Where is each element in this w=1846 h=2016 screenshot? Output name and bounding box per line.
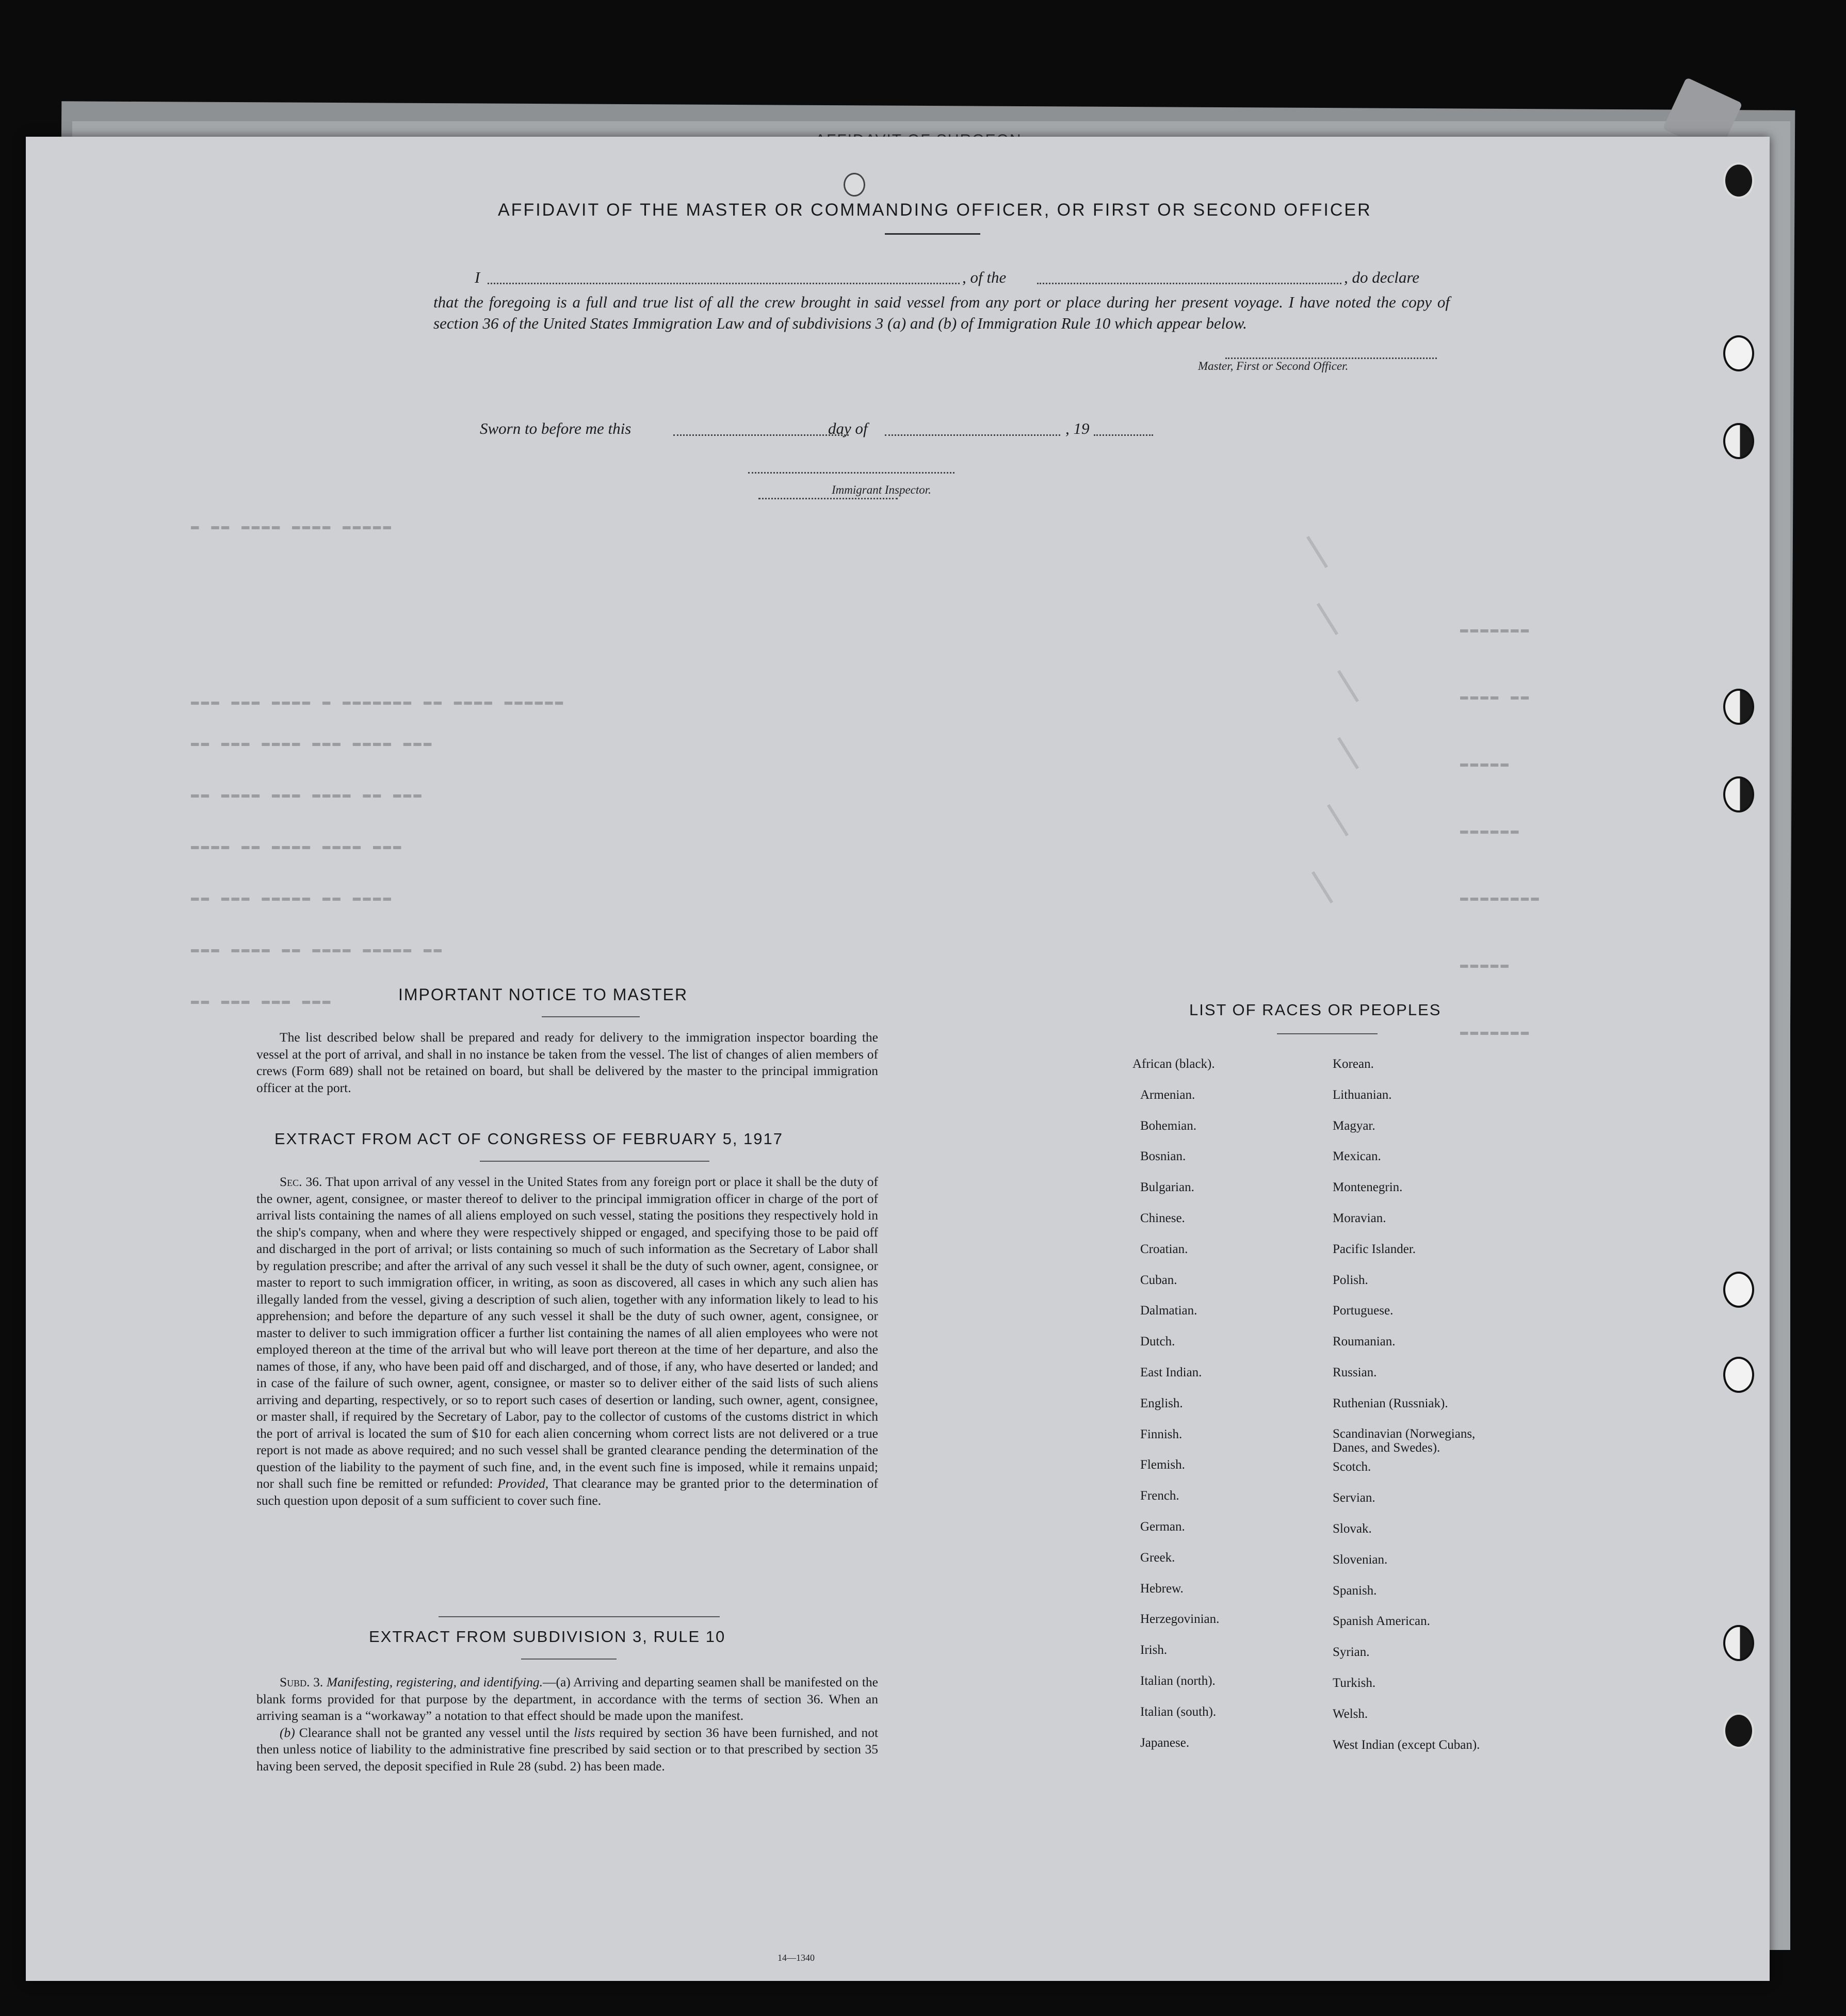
race-item: Spanish. [1333, 1583, 1377, 1598]
act-paragraph [256, 1174, 878, 1509]
rule-b-paragraph [256, 1725, 878, 1775]
day-of-text: day of [828, 419, 868, 437]
race-item: African (black). [1132, 1057, 1215, 1071]
binder-ring [1723, 1625, 1754, 1661]
signature-blank [1225, 357, 1437, 359]
bleed-through: ▬▬ ▬▬▬ ▬▬▬▬ ▬▬▬ ▬▬▬▬ ▬▬▬ [191, 735, 434, 751]
provided-label: Provided, [497, 1476, 549, 1491]
notice-body [256, 1029, 878, 1096]
rule-title: EXTRACT FROM SUBDIVISION 3, RULE 10 [369, 1628, 726, 1646]
check-mark [1311, 871, 1333, 904]
provided-text: That clearance may be granted prior to the determination of such question upon deposit of a sum sufficient to cover such fine. [256, 1476, 878, 1508]
race-item: German. [1140, 1520, 1185, 1534]
binder-ring [1723, 689, 1754, 725]
race-item: Bohemian. [1140, 1118, 1197, 1133]
notice-rule [542, 1016, 640, 1017]
inspector-blank [748, 472, 954, 474]
race-item: Moravian. [1333, 1211, 1386, 1225]
check-mark [1306, 536, 1328, 568]
notice-title: IMPORTANT NOTICE TO MASTER [398, 985, 688, 1004]
bleed-through: ▬▬▬▬▬▬▬▬ [1460, 890, 1541, 905]
race-item: Japanese. [1140, 1735, 1190, 1750]
bleed-through: ▬ ▬▬ ▬▬▬▬ ▬▬▬▬ ▬▬▬▬▬ [191, 518, 394, 534]
rule-a-paragraph [256, 1674, 878, 1725]
punch-hole [844, 173, 865, 197]
race-item: East Indian. [1140, 1365, 1202, 1379]
bleed-through: ▬▬▬▬▬▬ [1460, 823, 1521, 838]
inspector-blank-2 [758, 498, 898, 499]
binder-ring [1723, 776, 1754, 812]
year-text: , 19 [1065, 419, 1090, 437]
race-item: Scandinavian (Norwegians, Danes, and Swedes). [1333, 1426, 1476, 1455]
race-item: Irish. [1140, 1643, 1168, 1657]
bleed-through: ▬▬▬ ▬▬▬▬ ▬▬ ▬▬▬▬ ▬▬▬▬▬ ▬▬ [191, 941, 444, 957]
bleed-through: ▬▬▬▬▬ [1460, 957, 1511, 972]
race-item: Slovak. [1333, 1522, 1372, 1536]
race-item: Lithuanian. [1333, 1087, 1392, 1102]
binder-ring [1723, 1713, 1754, 1749]
month-blank [885, 434, 1060, 436]
race-item: Korean. [1333, 1057, 1374, 1071]
race-item: Armenian. [1140, 1087, 1195, 1102]
year-blank [1094, 434, 1153, 436]
race-item: Scotch. [1333, 1460, 1371, 1474]
race-item: English. [1140, 1396, 1183, 1410]
race-item: Magyar. [1333, 1118, 1375, 1133]
races-rule [1277, 1033, 1378, 1034]
races-title: LIST OF RACES OR PEOPLES [1189, 1001, 1442, 1019]
affidavit-declare: , do declare [1344, 268, 1420, 286]
binder-ring [1723, 335, 1754, 371]
bleed-through: ▬▬▬▬ ▬▬ [1460, 689, 1531, 704]
race-item: Turkish. [1333, 1676, 1376, 1690]
b-label: (b) [280, 1725, 295, 1740]
bleed-through: ▬▬▬▬▬▬▬ [1460, 622, 1531, 637]
race-item: Cuban. [1140, 1273, 1177, 1287]
act-end-rule [439, 1616, 720, 1617]
rule-a-text: —(a) Arriving and departing seamen shall be manifested on the blank forms provided for that purpose by the department, in accordance with the terms of section 36. When an arriving seaman is a “workaway” a notation to that effect should be made upon the manifest. [256, 1674, 878, 1723]
notice-paragraph: The list described below shall be prepared and ready for delivery to the immigration inspector boarding the vessel at the port of arrival, and shall in no instance be taken from the vessel. The list of changes of alien members of crews (Form 689) shall not be retained on board, but shall be delivered by the master to the principal immigration officer at the port. [256, 1030, 878, 1095]
check-mark [1327, 804, 1349, 837]
bleed-through: ▬▬ ▬▬▬▬ ▬▬▬ ▬▬▬▬ ▬▬ ▬▬▬ [191, 787, 424, 802]
rule-body [256, 1674, 878, 1775]
race-item: Flemish. [1140, 1458, 1185, 1472]
title-rule [885, 233, 980, 235]
race-item: Spanish American. [1333, 1614, 1430, 1629]
race-item: Mexican. [1333, 1149, 1381, 1164]
sworn-text: Sworn to before me this [480, 419, 631, 437]
race-item: Montenegrin. [1333, 1180, 1403, 1195]
subd-heading: Manifesting, registering, and identifying. [326, 1674, 543, 1689]
race-item: Italian (south). [1140, 1704, 1217, 1719]
affidavit-body: that the foregoing is a full and true list of all the crew brought in said vessel from any port or place during her present voyage. I have noted the copy of section 36 of the United States Immigration Law and of subdivisions 3 (a) and (b) of Immigration Rule 10 which appear below. [433, 293, 1450, 332]
binder-ring [1723, 1272, 1754, 1308]
race-item: Russian. [1333, 1365, 1377, 1379]
binder-ring [1723, 423, 1754, 459]
vessel-blank [1037, 283, 1341, 284]
check-mark [1317, 603, 1338, 636]
bleed-through: ▬▬ ▬▬▬ ▬▬▬ ▬▬▬ [191, 993, 333, 1009]
affidavit-of-the: , of the [962, 268, 1007, 286]
race-item: French. [1140, 1489, 1179, 1503]
race-item: Dalmatian. [1140, 1304, 1197, 1318]
signature-label: Master, First or Second Officer. [1198, 360, 1349, 372]
document-page [26, 137, 1770, 1981]
race-item: Roumanian. [1333, 1335, 1396, 1349]
bleed-through: ▬▬▬▬▬ [1460, 756, 1511, 771]
race-item: Slovenian. [1333, 1552, 1388, 1567]
race-item: Portuguese. [1333, 1304, 1394, 1318]
race-item: Pacific Islander. [1333, 1242, 1416, 1256]
bleed-through: ▬▬▬▬ ▬▬ ▬▬▬▬ ▬▬▬▬ ▬▬▬ [191, 838, 403, 854]
bleed-through: ▬▬▬▬▬▬▬ [1460, 1024, 1531, 1039]
race-item: Chinese. [1140, 1211, 1185, 1225]
act-rule [480, 1161, 709, 1162]
race-item: Bosnian. [1140, 1149, 1186, 1164]
race-item: Hebrew. [1140, 1581, 1184, 1596]
bleed-through: ▬▬▬ ▬▬▬ ▬▬▬▬ ▬ ▬▬▬▬▬▬▬ ▬▬ ▬▬▬▬ ▬▬▬▬▬▬ [191, 694, 565, 709]
race-item: Herzegovinian. [1140, 1612, 1220, 1627]
affidavit-i: I [475, 268, 480, 286]
bleed-through: ▬▬ ▬▬▬ ▬▬▬▬▬ ▬▬ ▬▬▬▬ [191, 890, 394, 905]
name-blank [488, 283, 960, 284]
section-label: Sec. 36. [280, 1174, 322, 1189]
race-item: Polish. [1333, 1273, 1368, 1287]
inspector-label: Immigrant Inspector. [832, 483, 931, 496]
binder-ring [1723, 162, 1754, 199]
b-lists: lists [574, 1725, 595, 1740]
binder-ring [1723, 1357, 1754, 1393]
race-item: Finnish. [1140, 1427, 1183, 1441]
race-item: West Indian (except Cuban). [1333, 1737, 1480, 1752]
race-item: Greek. [1140, 1550, 1175, 1565]
subd-label: Subd. 3. [280, 1674, 323, 1689]
rule-b-text-2: required by section 36 have been furnished, and not then unless notice of liability to the administrative fine prescribed by said section or to that prescribed by section 35 having been served, the deposit specified in Rule 28 (subd. 2) has been made. [256, 1725, 879, 1774]
act-text: That upon arrival of any vessel in the United States from any foreign port or place it shall be the duty of the owner, agent, consignee, or master thereof to deliver to the principal immigration officer in charge of the port of arrival lists containing the names of all aliens employed on such vessel, stating the positions they respectively hold in the ship's company, when and where they were respectively shipped or engaged, and specifying those to be paid off and discharged in the port of arrival; or lists containing so much of such information as the Secretary of Labor shall by regulation prescribe; and after the arrival of any such vessel it shall be the duty of such owner, agent, consignee, or master to report to such immigration officer, in writing, as soon as discovered, all cases in which any such alien has illegally landed from the vessel, giving a description of such alien, together with any information likely to lead to his apprehension; and before the departure of any such vessel it shall be the duty of such owner, agent, consignee, or master to deliver to such immigration officer a further list containing the names of all alien employees who were not employed thereon at the time of the arrival but who will leave port thereon at the time of her departure, and also the names of those, if any, who have been paid off and discharged, and of those, if any, who have deserted or landed; and in case of the failure of such owner, agent, consignee, or master so to deliver either of the said lists of such aliens arriving and departing, respectively, or so to report such cases of desertion or landing, such owner, agent, consignee, or master shall, if required by the Secretary of Labor, pay to the collector of customs of the customs district in which the port of arrival is located the sum of $10 for each alien concerning whom correct lists are not delivered or a true report is not made as above required; and no such vessel shall be granted clearance pending the determination of the question of the liability to the payment of such fine, and, in the event such fine is imposed, while it remains unpaid; nor shall such fine be remitted or refunded: [256, 1174, 878, 1491]
race-item: Ruthenian (Russniak). [1333, 1396, 1448, 1410]
race-item: Italian (north). [1140, 1674, 1216, 1688]
day-blank [673, 434, 849, 436]
race-item: Syrian. [1333, 1645, 1370, 1660]
race-item: Dutch. [1140, 1335, 1175, 1349]
rule-rule [521, 1659, 617, 1660]
act-title: EXTRACT FROM ACT OF CONGRESS OF FEBRUARY 5, 1917 [274, 1130, 784, 1148]
check-mark [1337, 670, 1359, 703]
race-item: Bulgarian. [1140, 1180, 1194, 1195]
act-body [256, 1174, 878, 1509]
check-mark [1337, 737, 1359, 770]
form-number: 14—1340 [778, 1953, 815, 1963]
rule-b-text-1: Clearance shall not be granted any vessel until the [299, 1725, 570, 1740]
race-item: Croatian. [1140, 1242, 1188, 1256]
race-item: Welsh. [1333, 1706, 1368, 1721]
race-item: Servian. [1333, 1491, 1375, 1505]
affidavit-title: AFFIDAVIT OF THE MASTER OR COMMANDING OFFICER, OR FIRST OR SECOND OFFICER [498, 200, 1372, 220]
